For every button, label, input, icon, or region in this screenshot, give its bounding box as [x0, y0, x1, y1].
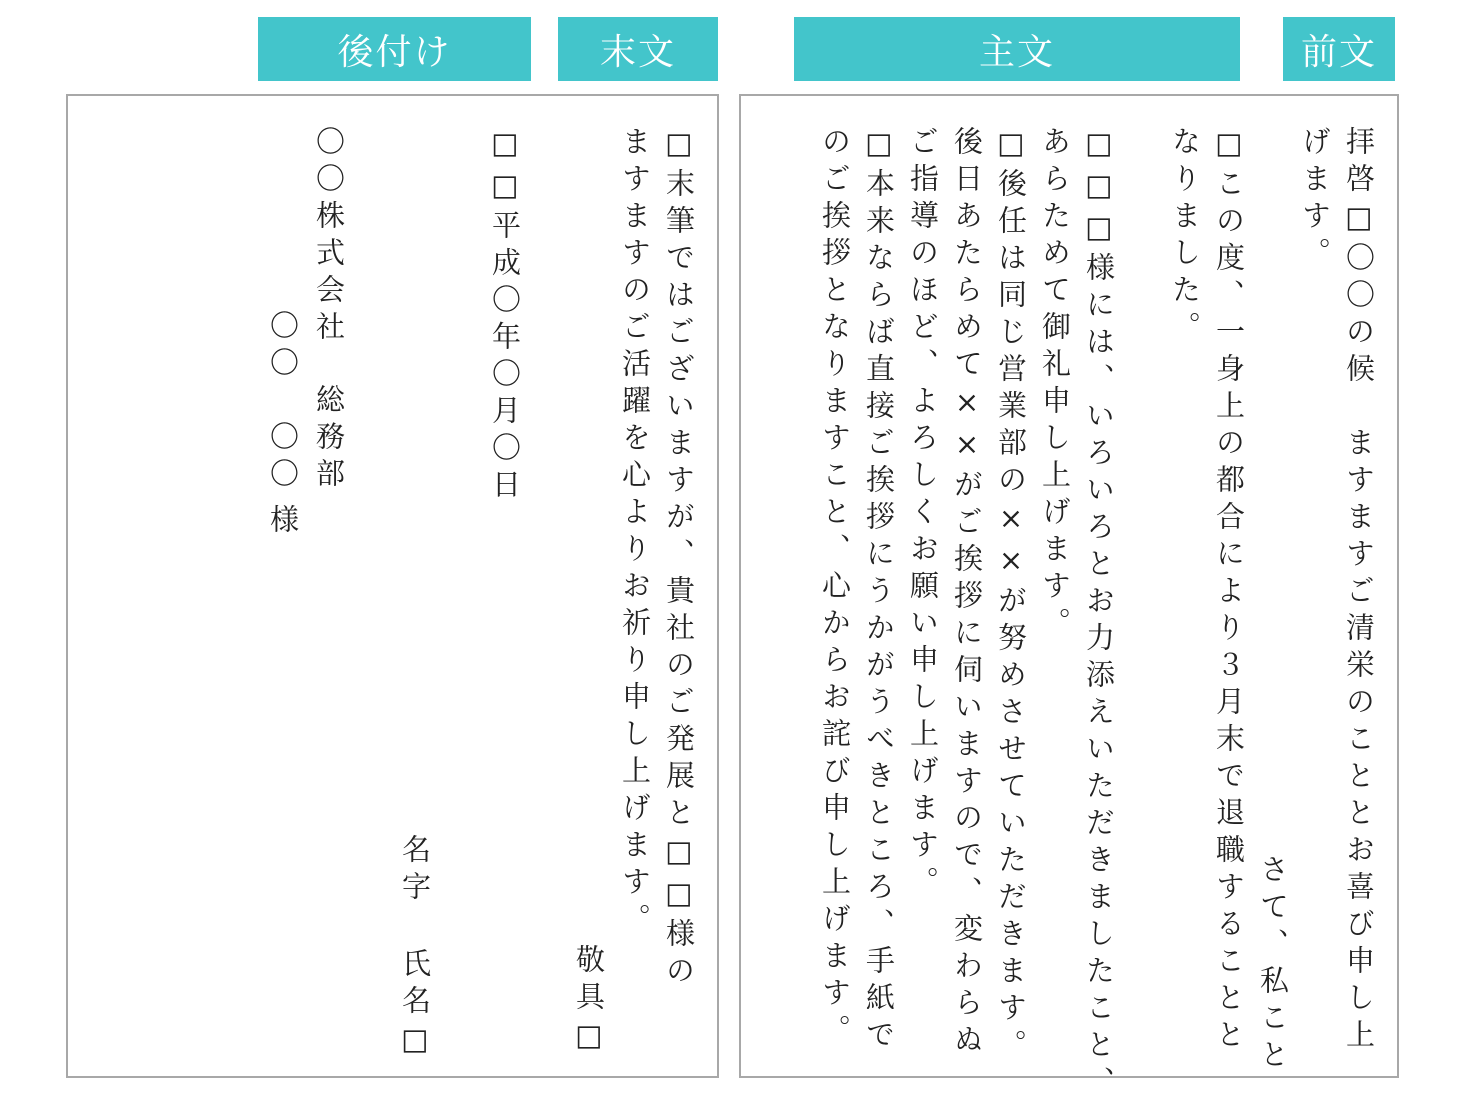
recipient-name: 〇〇 〇〇 — [266, 310, 300, 495]
date-line: □□平成〇年〇月〇日 — [488, 126, 522, 506]
right-page-panel — [739, 94, 1399, 1103]
section-label-shubun: 主文 — [794, 17, 1240, 81]
matsubun-line-2: ますますのご活躍を心よりお祈り申し上げます。 — [618, 126, 652, 940]
shubun-line-5: あらためて御礼申し上げます。 — [1038, 126, 1072, 644]
section-label-atozuke: 後付け — [258, 17, 531, 81]
section-label-matsubun: 末文 — [558, 17, 718, 81]
shubun-line-4: □□□様には、いろいろとお力添えいただきましたこと、 — [1082, 126, 1116, 1103]
shubun-line-3: さて、私こと — [1256, 854, 1290, 1076]
shubun-line-8: ご指導のほど、よろしくお願い申し上げます。 — [906, 126, 940, 903]
recipient-honorific: 様 — [266, 504, 300, 541]
recipient-dept: 総務部 — [312, 384, 346, 495]
sender-surname: 名字 — [398, 834, 432, 908]
left-page-panel — [66, 94, 719, 1078]
zenbun-line-2: げます。 — [1298, 126, 1332, 274]
zenbun-line-1: 拝啓□〇〇の候 ますますご清栄のこととお喜び申し上 — [1342, 126, 1376, 1056]
matsubun-line-1: □末筆ではございますが、貴社のご発展と□□様の — [662, 126, 696, 992]
shubun-line-7: 後日あたらめて××がご挨拶に伺いますので、変わらぬ — [950, 126, 984, 1061]
shubun-line-10: のご挨拶となりますこと、心からお詫び申し上げます。 — [818, 126, 852, 1051]
shubun-line-2: なりました。 — [1168, 126, 1202, 348]
shubun-line-1: □この度、一身上の都合により３月末で退職することと — [1212, 126, 1246, 1056]
section-label-zenbun: 前文 — [1283, 17, 1395, 81]
closing-keigu: 敬具□ — [572, 944, 606, 1060]
sender-fullname: 氏名□ — [398, 948, 432, 1064]
recipient-company: 〇〇株式会社 — [312, 126, 346, 348]
shubun-line-6: □後任は同じ営業部の××が努めさせていただきます。 — [994, 126, 1028, 1066]
shubun-line-9: □本来ならば直接ご挨拶にうかがうべきところ、手紙で — [862, 126, 896, 1056]
